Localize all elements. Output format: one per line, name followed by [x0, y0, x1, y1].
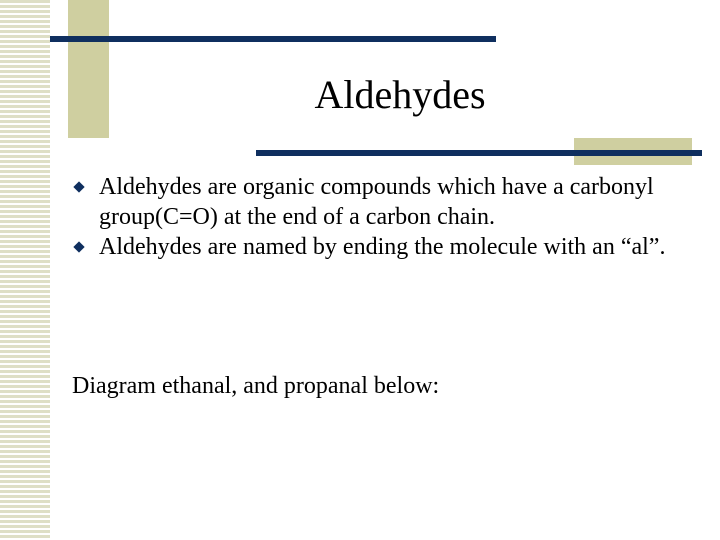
diamond-bullet-icon: [73, 181, 84, 192]
bullet-item: [72, 172, 692, 232]
left-stripe-border: [0, 0, 50, 540]
bullet-text: Aldehydes are named by ending the molecule with an “al”.: [99, 234, 666, 260]
slide-title: Aldehydes: [314, 72, 486, 117]
top-accent-line: [50, 36, 496, 42]
bullet-text: Aldehydes are organic compounds which have a carbonyl group(C=O) at the end of a carbon chain.: [99, 174, 654, 230]
top-accent-block: [68, 0, 109, 138]
bullet-list: [72, 172, 692, 262]
bullet-item: [72, 232, 692, 262]
diagram-instruction: Diagram ethanal, and propanal below:: [72, 373, 440, 399]
diamond-bullet-icon: [73, 241, 84, 252]
bottom-accent-line: [256, 150, 702, 156]
